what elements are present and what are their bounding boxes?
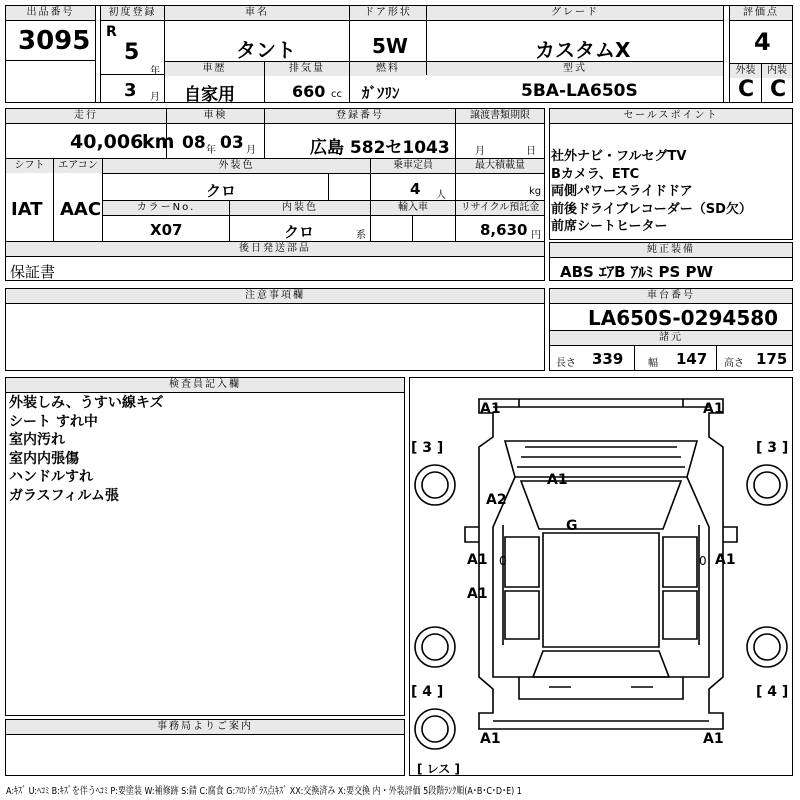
sales-line: 社外ナビ・フルセグTV	[551, 149, 687, 164]
inspector-line: 室内内張傷	[9, 450, 79, 467]
ext-color-label: 外装色	[103, 159, 370, 173]
inspector-line: ガラスフィルム張	[9, 487, 119, 504]
length-label: 長さ	[556, 358, 576, 369]
chassis-number: LA650S-0294580	[588, 306, 779, 330]
damage-mark: A1	[467, 552, 488, 568]
ac: AAC	[60, 199, 102, 220]
color-no-label: カラーNo.	[103, 201, 229, 215]
damage-mark: A1	[703, 401, 724, 417]
damage-mark: A1	[715, 552, 736, 568]
fuel-label: 燃料	[350, 62, 426, 76]
ext-label: 外装	[730, 64, 761, 78]
inspector-label: 検査員記入欄	[6, 378, 404, 392]
spare-tire-label: [ レス ]	[417, 762, 460, 776]
grade-label: グレード	[427, 6, 723, 20]
mileage-unit: km	[142, 131, 175, 153]
score-label: 評価点	[730, 6, 792, 20]
inspector-list	[9, 394, 164, 505]
car-diagram	[409, 377, 793, 776]
inspector-line: シート すれ中	[9, 413, 98, 430]
width-label: 幅	[648, 358, 658, 369]
displacement: 660	[292, 82, 326, 101]
color-no: X07	[150, 221, 183, 239]
inspector-line: 外装しみ、うすい線キズ	[9, 395, 164, 411]
capacity-unit: 人	[436, 190, 446, 201]
sales-list	[551, 148, 752, 236]
equipment-text: ABS ｴｱB ｱﾙﾐ PS PW	[560, 263, 714, 281]
lot-number: 3095	[18, 26, 91, 56]
model-label: 型式	[427, 62, 723, 76]
int-color: クロ	[284, 223, 315, 241]
shift-label: シフト	[6, 159, 53, 173]
history: 自家用	[184, 85, 235, 105]
recycle: 8,630	[480, 221, 528, 239]
era: R	[106, 24, 117, 40]
office-label: 事務局よりご案内	[6, 720, 404, 734]
inspector-line: ハンドルすれ	[9, 469, 93, 485]
damage-mark: A1	[480, 401, 501, 417]
int-grade: C	[770, 77, 787, 102]
tire-tread-rear-left: [ 4 ]	[411, 684, 444, 700]
damage-mark: A2	[486, 492, 507, 508]
width: 147	[676, 350, 708, 368]
int-color-label: 内装色	[230, 201, 370, 215]
insp-month-unit: 月	[246, 145, 256, 156]
grade: カスタムX	[535, 38, 631, 62]
length: 339	[592, 350, 624, 368]
plate: 広島 582セ1043	[310, 138, 450, 158]
recycle-unit: 円	[531, 230, 541, 241]
insp-year: 08	[182, 133, 206, 153]
tire-tread-front-left: [ 3 ]	[411, 440, 444, 456]
sales-line: 両側パワースライドドア	[551, 184, 693, 199]
mileage-label: 走行	[6, 109, 166, 123]
year-unit: 年	[150, 66, 160, 77]
later-parts-text: 保証書	[10, 263, 56, 281]
first-reg-label: 初度登録	[101, 6, 164, 20]
later-parts-label: 後日発送部品	[6, 242, 544, 256]
ac-label: エアコン	[54, 159, 102, 173]
legend: A:ｷｽﾞ U:ﾍｺﾐ B:ｷｽﾞを伴うﾍｺﾐ P:要塗装 W:補修跡 S:錆 C:腐食 G:ﾌﾛﾝﾄｶﾞﾗｽ点ｷｽﾞ XX:交換済み X:要交換 内・外装評価 5段階ﾗﾝｸ順(A･B･C･D･E) 1	[6, 786, 522, 797]
score: 4	[754, 28, 771, 56]
zero-mark: 0	[499, 554, 507, 568]
damage-mark: A1	[703, 731, 724, 747]
int-color-suffix: 系	[356, 230, 366, 241]
spec-label: 諸元	[550, 331, 792, 345]
damage-mark: G	[566, 518, 578, 534]
lot-label: 出品番号	[6, 6, 95, 20]
door-label: ドア形状	[350, 6, 426, 20]
month-unit: 月	[150, 92, 160, 103]
transfer-day: 日	[526, 146, 536, 157]
capacity-label: 乗車定員	[371, 159, 455, 173]
height-label: 高さ	[724, 358, 744, 369]
equipment-label: 純正装備	[550, 243, 792, 257]
tire-tread-front-right: [ 3 ]	[756, 440, 789, 456]
car-name-label: 車名	[165, 6, 349, 20]
mileage: 40,006	[70, 131, 144, 153]
ext-color: クロ	[206, 182, 237, 200]
int-label: 内装	[762, 64, 792, 78]
fuel: ｶﾞｿﾘﾝ	[362, 84, 400, 102]
reg-month: 3	[124, 80, 137, 101]
tire-tread-rear-right: [ 4 ]	[756, 684, 789, 700]
zero-mark: 0	[699, 554, 707, 568]
reg-year: 5	[124, 40, 140, 65]
insp-month: 03	[220, 133, 244, 153]
damage-mark: A1	[480, 731, 501, 747]
sales-line: Bカメラ、ETC	[551, 166, 640, 182]
load-label: 最大積載量	[456, 159, 544, 173]
transfer-month: 月	[475, 146, 485, 157]
sales-line: 前後ドライブレコーダー（SD欠）	[551, 201, 752, 217]
shift: IAT	[11, 199, 43, 220]
inspector-line: 室内汚れ	[9, 432, 65, 448]
notes-label: 注意事項欄	[6, 289, 544, 303]
load-unit: kg	[529, 186, 542, 197]
damage-mark: A1	[547, 472, 568, 488]
car-name: タント	[236, 38, 296, 62]
height: 175	[756, 350, 788, 368]
damage-mark: A1	[467, 586, 488, 602]
plate-label: 登録番号	[265, 109, 455, 123]
import-label: 輸入車	[371, 201, 455, 215]
capacity: 4	[410, 180, 421, 198]
displacement-label: 排気量	[265, 62, 349, 76]
ext-grade: C	[738, 77, 755, 102]
recycle-label: リサイクル預託金	[456, 201, 544, 215]
chassis-label: 車台番号	[550, 289, 792, 303]
inspection-label: 車検	[167, 109, 264, 123]
sales-line: 前席シートヒーター	[551, 219, 668, 234]
door-type: 5W	[372, 34, 408, 58]
history-label: 車歴	[165, 62, 264, 76]
displacement-unit: cc	[331, 89, 342, 100]
insp-year-unit: 年	[206, 145, 216, 156]
model: 5BA-LA650S	[521, 81, 638, 101]
transfer-label: 譲渡書類期限	[456, 109, 544, 123]
sales-label: セールスポイント	[550, 109, 792, 123]
